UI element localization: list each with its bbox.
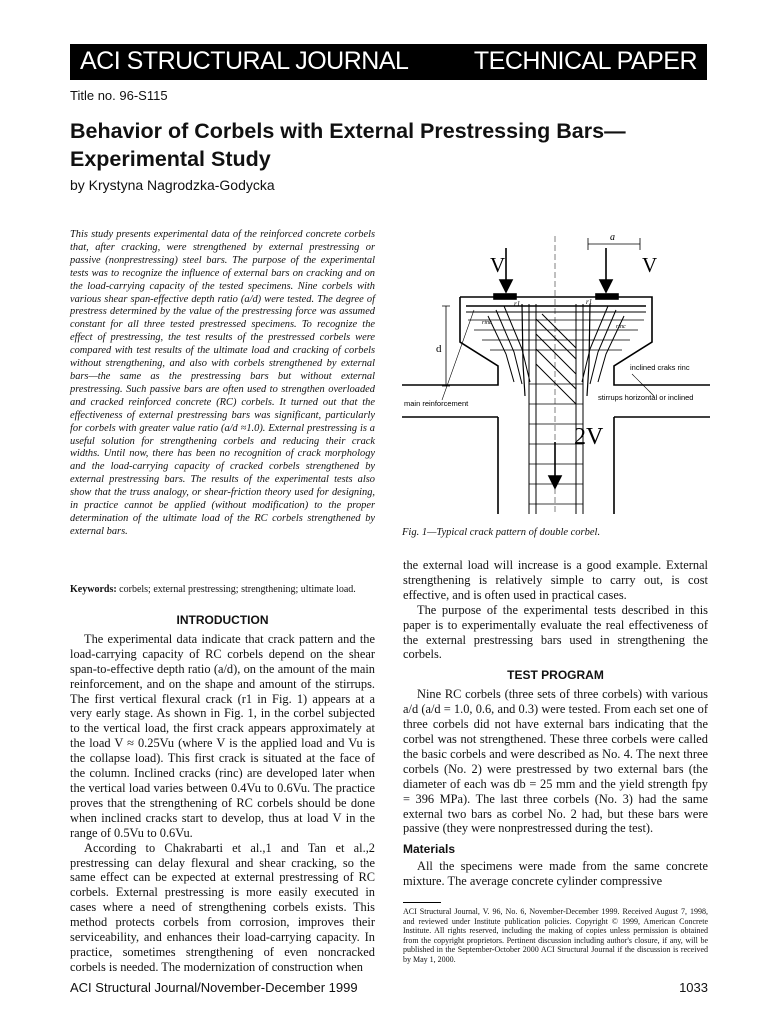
author-byline: by Krystyna Nagrodzka-Godycka — [70, 177, 275, 193]
leader-main-reinforcement — [442, 310, 474, 400]
keywords-text: corbels; external prestressing; strengthening; ultimate load. — [119, 584, 356, 595]
load-arrow-left-head — [500, 280, 512, 292]
label-main-reinforcement: main reinforcement — [404, 399, 469, 408]
dimension-d — [442, 306, 450, 386]
footnote-rule — [403, 902, 441, 903]
right-paragraph-1: the external load will increase is a good example. External strengthening is relatively simple to carry out, is cost effective, and is often used in practical cases. — [403, 558, 708, 602]
right-column — [403, 558, 708, 889]
intro-paragraph-2: According to Chakrabarti et al.,1 and Tan et al.,2 prestressing can delay flexural and shear cracking, so the same effect can be expected at external prestressing of RC corbels. External prestressing is more easily executed in cases where a need of strengthening corbels exists. This method protects corbels from corrosion, improves their serviceability, and enhances their load-carrying capacity. In practice, sometimes strengthening of even noncracked corbels is needed. The modernization of construction when — [70, 840, 375, 974]
figure-1-double-corbel-diagram — [402, 224, 710, 514]
label-d: d — [436, 343, 442, 355]
bearing-plate-right — [596, 294, 618, 299]
label-2v: 2V — [574, 424, 604, 450]
load-arrow-right-head — [600, 280, 612, 292]
keywords — [70, 584, 375, 595]
label-rinc-right: rinc — [616, 324, 626, 330]
page-number: 1033 — [679, 980, 708, 995]
paper-type-label: TECHNICAL PAPER — [473, 47, 697, 75]
label-r1-right: r1 — [586, 298, 593, 306]
keywords-label: Keywords: — [70, 584, 117, 595]
journal-header-bar — [70, 44, 707, 80]
column-diagonal-cracks — [536, 314, 576, 404]
left-column — [70, 613, 375, 975]
title-number: Title no. 96-S115 — [70, 88, 168, 103]
label-v-left: V — [490, 253, 506, 277]
right-paragraph-2: The purpose of the experimental tests described in this paper is to experimentally evaluate the real effectiveness of the external prestressing bars used in strengthening the corbels. — [403, 602, 708, 662]
label-v-right: V — [642, 253, 658, 277]
test-program-paragraph: Nine RC corbels (three sets of three corbels) with various a/d (a/d = 1.0, 0.6, and 0.3) were tested. From each set one of three corbels did not have external bars indicating that the corbel was not strengthened. These three corbels were called the basic corbels and were described as No. 4. The next three corbels (No. 2) were prestressed by two external bars (the diameter of each was db = 25 mm and the yield strength fpy = 396 MPa). The last three corbels (No. 3) had the same external two bars as corbel No. 2 had, but these bars were passive (they were nonprestressed during the test). — [403, 687, 708, 836]
intro-paragraph-1: The experimental data indicate that crack pattern and the load-carrying capacity of RC corbels depend on the shear span-to-effective depth ratio (a/d), on the amount of the main reinforcement, and on the shape and amount of the stirrups. The first vertical flexural crack (r1 in Fig. 1) appears at a very early stage. As shown in Fig. 1, in the corbel subjected to the vertical load, the first crack appears approximately at the load V ≈ 0.25Vu (where V is the applied load and Vu is the collapse load). This first crack is situated at the face of the column. Inclined cracks (rinc) are developed later when the vertical load varies between 0.4Vu to 0.6Vu. The practice proves that the strengthening of RC corbels should be done when inclined cracks start to develop, thus at load V in the range of 0.5Vu to 0.6Vu. — [70, 631, 375, 840]
footnote: ACI Structural Journal, V. 96, No. 6, November-December 1999. Received August 7, 1998, and reviewed under Institute publication policies. Copyright © 1999, American Concrete Institute. All rights reserved, including the making of copies unless permission is obtained from the copyright proprietors. Pertinent discussion including author's closure, if any, will be published in the September-October 2000 ACI Structural Journal if the discussion is received by May 1, 2000. — [403, 907, 708, 964]
label-inclined-cracks: inclined craks rinc — [630, 363, 690, 372]
label-stirrups: stirrups horizontal or inclined — [598, 393, 694, 402]
bearing-plate-left — [494, 294, 516, 299]
label-r1-left: r1 — [514, 300, 521, 308]
footer-journal: ACI Structural Journal/November-December 1999 — [70, 980, 358, 995]
paper-title: Behavior of Corbels with External Prestressing Bars—Experimental Study — [70, 119, 626, 171]
label-a: a — [610, 232, 615, 243]
journal-name: ACI STRUCTURAL JOURNAL — [80, 47, 409, 75]
label-rinc-left: rinc — [482, 320, 492, 326]
reaction-arrow-head — [549, 476, 561, 488]
introduction-heading: INTRODUCTION — [176, 613, 269, 627]
materials-paragraph: All the specimens were made from the same concrete mixture. The average concrete cylinder compressive — [403, 859, 708, 889]
figure-caption: Fig. 1—Typical crack pattern of double corbel. — [402, 527, 601, 538]
abstract: This study presents experimental data of the reinforced concrete corbels that, after cracking, were strengthened by external prestressing or passive (nonprestressing) steel bars. The purpose of the experimental tests was to recognize the influence of external bars on cracking and on the load-carrying capacity of the tested specimens. Nine corbels with various shear span-effective depth ratio (a/d) were tested. The degree of prestress determined by the value of the prestressing force was assumed constant for all three tested prestressed specimens. To recognize the effect of prestressing, the test results of the prestressed corbels were compared with test results of the ultimate load and cracking of corbels without strengthening, and also with corbels strengthened by external bars—the same as the prestressing bars but without external prestressing. Such passive bars are often used to strengthen overloaded and cracked reinforced concrete (RC) corbels. It turned out that the effectiveness of external prestressing bars was significant, particularly for corbels with greater value ratio (a/d ≈1.0). External prestressing is a useful solution for strengthening corbels and reducing their crack widths. Until now, there has been no recognition of crack morphology and the load-carrying capacity of cracked corbels strengthened by external prestressing bars. The results of the experimental tests also show that the truss analogy, or shear-friction theory used for designing, in practice cannot be applied (without modification) to the proper determination of the ultimate load of the RC corbels strengthened by external bars. — [70, 229, 375, 537]
materials-heading: Materials — [403, 842, 456, 857]
test-program-heading: TEST PROGRAM — [507, 668, 604, 683]
